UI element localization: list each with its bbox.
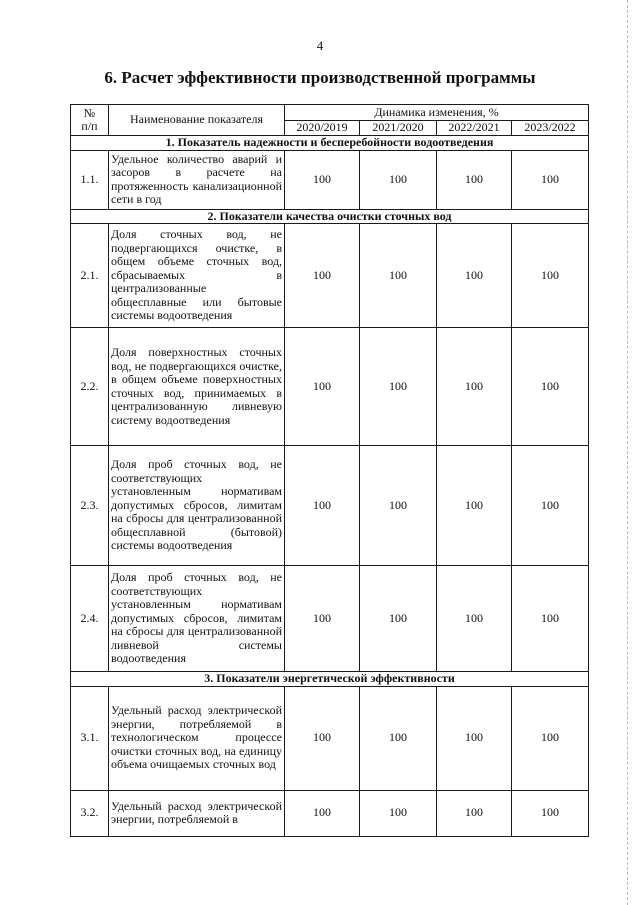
scan-edge-line	[627, 0, 629, 905]
value-cell: 100	[512, 566, 589, 672]
table-row	[71, 790, 589, 836]
row-number: 3.1.	[71, 686, 109, 790]
header-number-column	[71, 105, 109, 136]
header-year-1: 2020/2019	[285, 121, 360, 136]
table-row	[71, 328, 589, 446]
value-cell: 100	[512, 686, 589, 790]
row-number: 2.2.	[71, 328, 109, 446]
value-cell: 100	[512, 328, 589, 446]
value-cell: 100	[437, 150, 512, 209]
value-cell: 100	[437, 446, 512, 566]
table-row	[71, 150, 589, 209]
header-dynamics: Динамика изменения, %	[285, 105, 589, 121]
value-cell: 100	[512, 790, 589, 836]
indicator-name: Доля проб сточных вод, не соответствующих установленным нормативам допустимых сбросов, лимитам на сбросы для централизованной ливневой системы водоотведения	[109, 566, 285, 672]
table-row	[71, 686, 589, 790]
value-cell: 100	[285, 328, 360, 446]
row-number: 3.2.	[71, 790, 109, 836]
indicator-name: Доля сточных вод, не подвергающихся очистке, в общем объеме сточных вод, сбрасываемых в централизованные общесплавные или бытовые системы водоотведения	[109, 224, 285, 328]
value-cell: 100	[437, 566, 512, 672]
value-cell: 100	[285, 686, 360, 790]
value-cell: 100	[360, 150, 437, 209]
section-title: 2. Показатели качества очистки сточных вод	[71, 209, 589, 224]
header-year-3: 2022/2021	[437, 121, 512, 136]
value-cell: 100	[512, 224, 589, 328]
row-number: 2.3.	[71, 446, 109, 566]
section-row-energy-efficiency	[71, 672, 589, 687]
row-number: 2.1.	[71, 224, 109, 328]
table-row	[71, 446, 589, 566]
header-year-4: 2023/2022	[512, 121, 589, 136]
value-cell: 100	[285, 446, 360, 566]
section-row-treatment-quality	[71, 209, 589, 224]
value-cell: 100	[360, 790, 437, 836]
value-cell: 100	[437, 686, 512, 790]
indicator-name: Удельное количество аварий и засоров в расчете на протяженность канализационной сети в год	[109, 150, 285, 209]
header-name-column: Наименование показателя	[109, 105, 285, 136]
value-cell: 100	[285, 150, 360, 209]
value-cell: 100	[285, 566, 360, 672]
value-cell: 100	[285, 224, 360, 328]
section-title: 1. Показатель надежности и бесперебойности водоотведения	[71, 136, 589, 151]
value-cell: 100	[360, 224, 437, 328]
value-cell: 100	[512, 150, 589, 209]
header-number-label: № п/п	[81, 105, 98, 133]
value-cell: 100	[285, 790, 360, 836]
header-year-2: 2021/2020	[360, 121, 437, 136]
section-row-reliability	[71, 136, 589, 151]
value-cell: 100	[360, 686, 437, 790]
page-title: 6. Расчет эффективности производственной программы	[104, 68, 536, 87]
indicator-name: Доля проб сточных вод, не соответствующих установленным нормативам допустимых сбросов, лимитам на сбросы для централизованной общесплавной (бытовой) системы водоотведения	[109, 446, 285, 566]
page-number: 4	[316, 38, 324, 53]
indicator-name: Удельный расход электрической энергии, потребляемой в	[109, 790, 285, 836]
value-cell: 100	[437, 224, 512, 328]
value-cell: 100	[360, 446, 437, 566]
indicator-name: Удельный расход электрической энергии, потребляемой в технологическом процессе очистки сточных вод, на единицу объема очищаемых сточных вод	[109, 686, 285, 790]
value-cell: 100	[437, 790, 512, 836]
value-cell: 100	[360, 566, 437, 672]
table-row	[71, 566, 589, 672]
row-number: 2.4.	[71, 566, 109, 672]
row-number: 1.1.	[71, 150, 109, 209]
value-cell: 100	[437, 328, 512, 446]
section-title: 3. Показатели энергетической эффективности	[71, 672, 589, 687]
indicators-table	[70, 104, 589, 837]
value-cell: 100	[512, 446, 589, 566]
indicator-name: Доля поверхностных сточных вод, не подвергающихся очистке, в общем объеме поверхностных сточных вод, принимаемых в централизованную ливневую систему водоотведения	[109, 328, 285, 446]
value-cell: 100	[360, 328, 437, 446]
table-row	[71, 224, 589, 328]
